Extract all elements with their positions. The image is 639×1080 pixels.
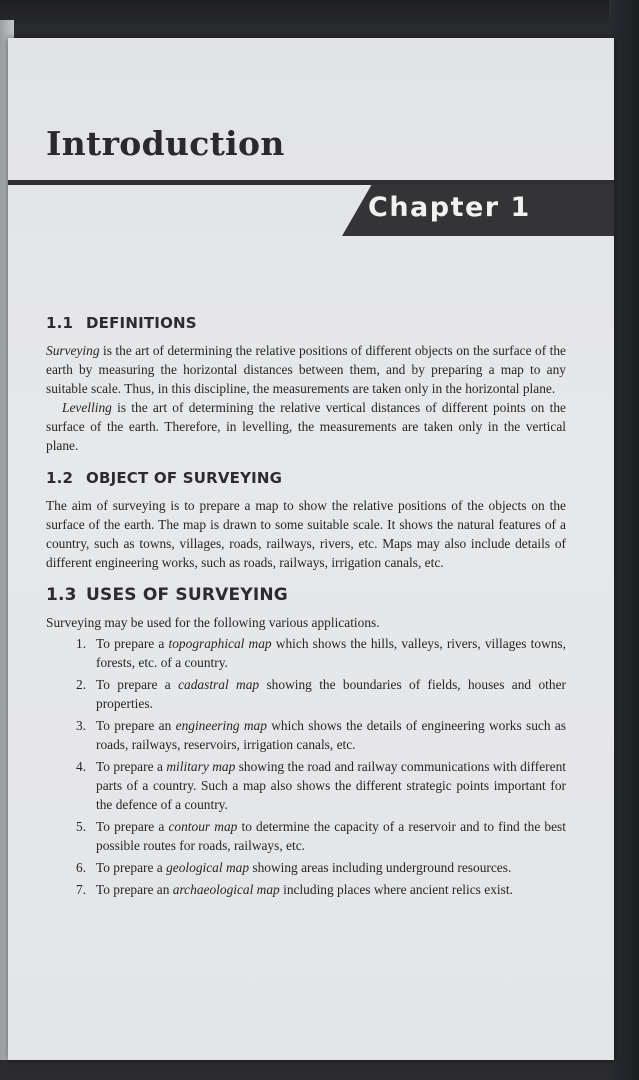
item-number: 2. [76,677,87,692]
item-text: To prepare an [96,718,176,733]
section-heading [46,314,566,333]
item-number: 4. [76,759,87,774]
item-number: 3. [76,718,87,733]
list-item [76,634,566,672]
paragraph-object: The aim of surveying is to prepare a map to show the relative positions of the objects on the surface of the earth. The map is drawn to some suitable scale. It shows the natural features of a country, such as towns, villages, roads, railways, rivers, etc. Maps may also include details of different engineering works, such as roads, railways, irrigation canals, etc. [46,498,566,570]
item-text: To prepare a [96,759,167,774]
item-text: to determine the capacity of a reservoir and to find the best possible routes for roads, railways, etc. [96,819,566,853]
chapter-label: Chapter 1 [368,192,531,223]
item-text: showing the road and railway communications with different parts of a country. Such a map also shows the different strategic points important for the defence of a country. [96,759,566,812]
section-title: USES OF SURVEYING [86,585,288,605]
item-text: including places where ancient relics exist. [279,882,513,897]
term-surveying: Surveying [46,343,100,358]
item-text: To prepare a [96,819,169,834]
item-text: To prepare a [96,860,167,875]
list-item [76,757,566,814]
section-number: 1.2 [46,469,74,487]
item-text: showing the boundaries of fields, houses and other properties. [96,677,566,711]
page-title: Introduction [46,124,285,163]
item-term: contour map [168,819,238,834]
section-definitions [46,314,566,455]
item-text: which shows the details of engineering works such as roads, railways, reservoirs, irrigation canals, etc. [96,718,566,752]
section-title: OBJECT OF SURVEYING [86,469,283,487]
item-text: To prepare an [96,882,173,897]
item-number: 5. [76,819,87,834]
paragraph-surveying [46,341,566,398]
list-item [76,880,566,899]
item-term: cadastral map [178,677,260,692]
section-title: DEFINITIONS [86,314,197,332]
uses-list [46,634,566,899]
paragraph-levelling [46,398,566,455]
item-term: military map [166,759,236,774]
item-term: geological map [166,860,250,875]
item-number: 6. [76,860,87,875]
paragraph-text: is the art of determining the relative vertical distances of different points on the surface of the earth. Therefore, in levelling, the measurements are taken only in the vertical plane. [46,400,566,453]
item-number: 7. [76,882,87,897]
item-text: To prepare a [96,677,179,692]
term-levelling: Levelling [62,400,112,415]
item-term: engineering map [175,718,267,733]
item-text: To prepare a [96,636,169,651]
section-heading [46,469,566,488]
paragraph-text: is the art of determining the relative positions of different objects on the surface of the earth by measuring the horizontal distances between them, and by preparing a map to any suitable scale. Thus, in this discipline, the measurements are taken only in the horizontal plane. [46,343,566,396]
section-number: 1.3 [46,585,77,605]
item-number: 1. [76,636,87,651]
item-term: topographical map [168,636,272,651]
page-content [46,314,566,913]
list-item [76,858,566,877]
item-text: which shows the hills, valleys, rivers, villages towns, forests, etc. of a country. [96,636,566,670]
book-page [8,38,614,1060]
section-object [46,469,566,572]
list-item [76,716,566,754]
section-heading [46,586,566,605]
item-text: showing areas including underground resources. [249,860,512,875]
item-term: archaeological map [172,882,280,897]
section-uses [46,586,566,899]
section-number: 1.1 [46,314,74,332]
list-item [76,817,566,855]
uses-intro: Surveying may be used for the following various applications. [46,615,380,630]
list-item [76,675,566,713]
